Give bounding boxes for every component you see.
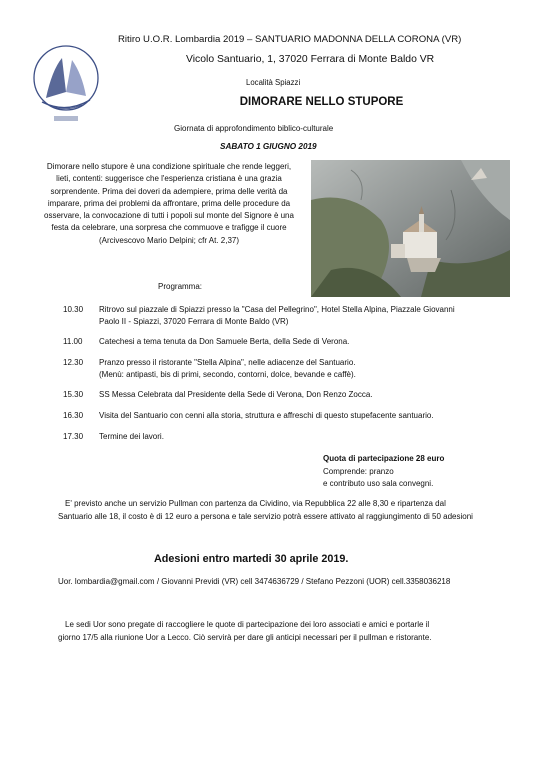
program-label: Programma: (158, 282, 203, 291)
contacts: Uor. lombardia@gmail.com / Giovanni Previdi (VR) cell 3474636729 / Stefano Pezzoni (UOR) cell.3358036218 (58, 577, 451, 586)
pullman-paragraph (58, 498, 514, 523)
closing-paragraph (58, 619, 514, 644)
program-time: 16.30 (63, 411, 84, 420)
uor-logo (32, 40, 100, 130)
quote-line: (Arcivescovo Mario Delpini; cfr At. 2,37) (98, 235, 240, 245)
event-date: SABATO 1 GIUGNO 2019 (220, 142, 317, 151)
quota-price: Quota di partecipazione 28 euro (323, 454, 445, 463)
header-locality: Località Spiazzi (246, 78, 301, 87)
page-subtitle: Giornata di approfondimento biblico-culturale (174, 124, 334, 133)
quota-includes: Comprende: pranzo (323, 466, 394, 476)
quote-line: osservare, la convocazione di tutti i popoli sul monte del Signore è una (44, 211, 294, 221)
header-address: Vicolo Santuario, 1, 37020 Ferrara di Monte Baldo VR (186, 54, 435, 65)
program-text: SS Messa Celebrata dal Presidente della Sede di Verona, Don Renzo Zocca. (99, 390, 373, 399)
program-item (63, 410, 503, 422)
program-text: Termine dei lavori. (99, 432, 164, 441)
sanctuary-photo (311, 160, 510, 297)
program-time: 17.30 (63, 432, 84, 441)
program-time: 12.30 (63, 358, 84, 367)
program-text-cont: (Menù: antipasti, bis di primi, secondo, contorni, dolce, bevande e caffè). (99, 370, 356, 380)
program-text: Pranzo presso il ristorante "Stella Alpina", nelle adiacenze del Santuario. (99, 358, 356, 367)
program-item (63, 304, 503, 329)
program-time: 15.30 (63, 390, 84, 399)
quote-block (38, 161, 300, 247)
program-item (63, 431, 503, 443)
quote-line: festa da celebrare, una sorpresa che commuove e trafigge il cuore (51, 223, 287, 233)
quota-block (323, 453, 444, 491)
closing-line: Le sedi Uor sono pregate di raccogliere le quote di partecipazione dei loro associati e amici e portarle il (65, 620, 430, 629)
pullman-line: Santuario alle 18, il costo è di 12 euro a persona e tale servizio potrà essere attivato al raggiungimento di 50 adesioni (58, 511, 473, 521)
quota-includes-2: e contributo uso sala convegni. (323, 479, 434, 489)
program-text: Ritrovo sul piazzale di Spiazzi presso la "Casa del Pellegrino", Hotel Stella Alpina, Piazzale Giovanni (99, 305, 455, 314)
quote-line: imparare, prima dei problemi da affrontare, prima delle procedure da (47, 198, 291, 208)
closing-line: giorno 17/5 alla riunione Uor a Lecco. Ciò servirà per dare gli anticipi necessari per il pullman e ristorante. (58, 632, 432, 642)
page-title: DIMORARE NELLO STUPORE (239, 96, 404, 108)
program-text: Catechesi a tema tenuta da Don Samuele Berta, della Sede di Verona. (99, 337, 350, 346)
pullman-line: E' previsto anche un servizio Pullman con partenza da Cividino, via Repubblica 22 alle 8,30 e ripartenza dal (65, 499, 446, 508)
program-item (63, 336, 503, 348)
program-item (63, 357, 503, 382)
quote-line: lieti, contenti: suggerisce che l'esperienza cristiana è una grazia (56, 174, 282, 184)
program-item (63, 389, 503, 401)
header-line-1: Ritiro U.O.R. Lombardia 2019 – SANTUARIO MADONNA DELLA CORONA (VR) (118, 34, 462, 45)
adesioni-deadline: Adesioni entro martedi 30 aprile 2019. (154, 553, 349, 565)
program-time: 10.30 (63, 305, 84, 314)
quote-line: Dimorare nello stupore è una condizione spirituale che rende leggeri, (46, 162, 292, 171)
program-text: Visita del Santuario con cenni alla storia, struttura e affreschi di questo stupefacente santuario. (99, 411, 434, 420)
program-time: 11.00 (63, 337, 83, 346)
quote-line: sorprendente. Prima dei doveri da adempiere, prima delle verità da (50, 186, 288, 196)
program-text-cont: Paolo II - Spiazzi, 37020 Ferrara di Monte Baldo (VR) (99, 317, 289, 327)
